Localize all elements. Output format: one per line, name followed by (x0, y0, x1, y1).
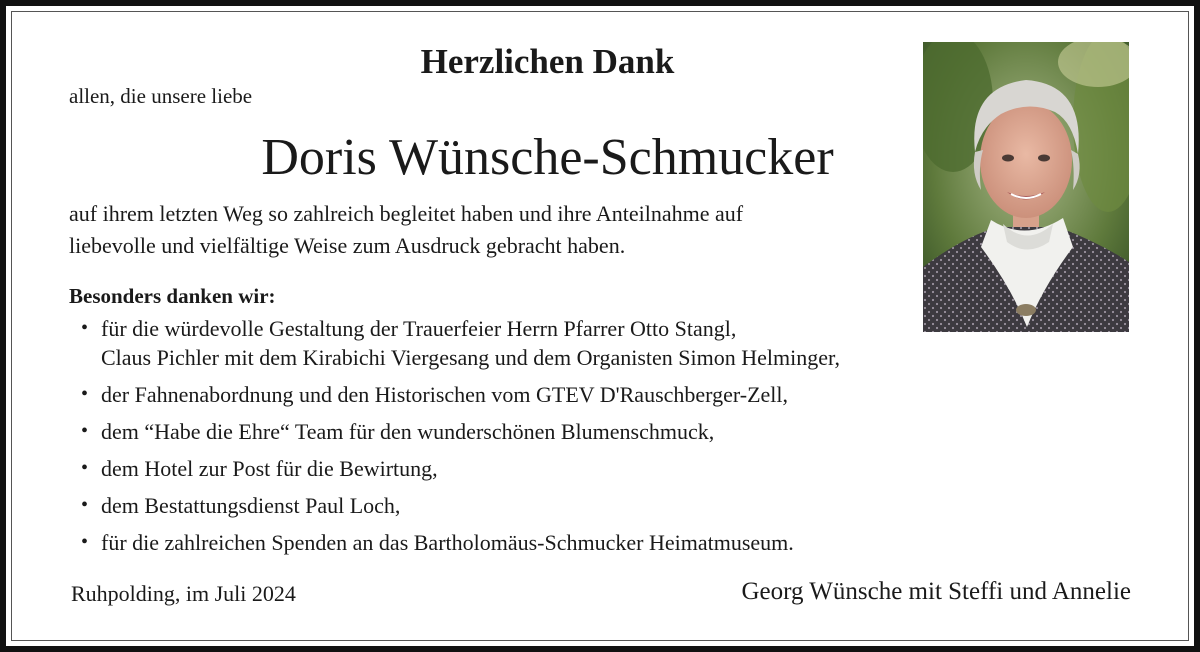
thanks-subheading: Besonders danken wir: (69, 284, 276, 308)
intro-text: allen, die unsere liebe (69, 84, 253, 108)
list-item (69, 528, 840, 557)
thanks-list (69, 314, 840, 565)
paragraph-line: auf ihrem letzten Weg so zahlreich begleitet haben und ihre Anteilnahme auf (69, 201, 744, 226)
bullet-icon: • (81, 494, 89, 516)
bullet-icon: • (81, 457, 89, 479)
deceased-name: Doris Wünsche-Schmucker (261, 129, 834, 186)
list-item-line: dem “Habe die Ehre“ Team für den wunderschönen Blumenschmuck, (101, 419, 715, 444)
thanks-paragraph (69, 198, 743, 262)
portrait-photo (923, 42, 1129, 332)
notice-heading: Herzlichen Dank (420, 42, 675, 81)
bullet-icon: • (81, 420, 89, 442)
paragraph-line: liebevolle und vielfältige Weise zum Ausdruck gebracht haben. (69, 233, 626, 258)
list-item (69, 380, 840, 409)
signature: Georg Wünsche mit Steffi und Annelie (741, 578, 1131, 605)
list-item-line: dem Bestattungsdienst Paul Loch, (101, 493, 401, 518)
list-item-line: für die zahlreichen Spenden an das Bartholomäus-Schmucker Heimatmuseum. (101, 530, 794, 555)
list-item (69, 491, 840, 520)
list-item-line: Claus Pichler mit dem Kirabichi Viergesang und dem Organisten Simon Helminger, (101, 345, 840, 370)
list-item-line: für die würdevolle Gestaltung der Trauerfeier Herrn Pfarrer Otto Stangl, (101, 316, 737, 341)
list-item-line: der Fahnenabordnung und den Historischen vom GTEV D'Rauschberger-Zell, (101, 382, 788, 407)
bullet-icon: • (81, 531, 89, 553)
place-date: Ruhpolding, im Juli 2024 (71, 581, 296, 606)
list-item (69, 314, 840, 372)
bullet-icon: • (81, 317, 89, 339)
list-item-line: dem Hotel zur Post für die Bewirtung, (101, 456, 438, 481)
list-item (69, 454, 840, 483)
bullet-icon: • (81, 383, 89, 405)
list-item (69, 417, 840, 446)
